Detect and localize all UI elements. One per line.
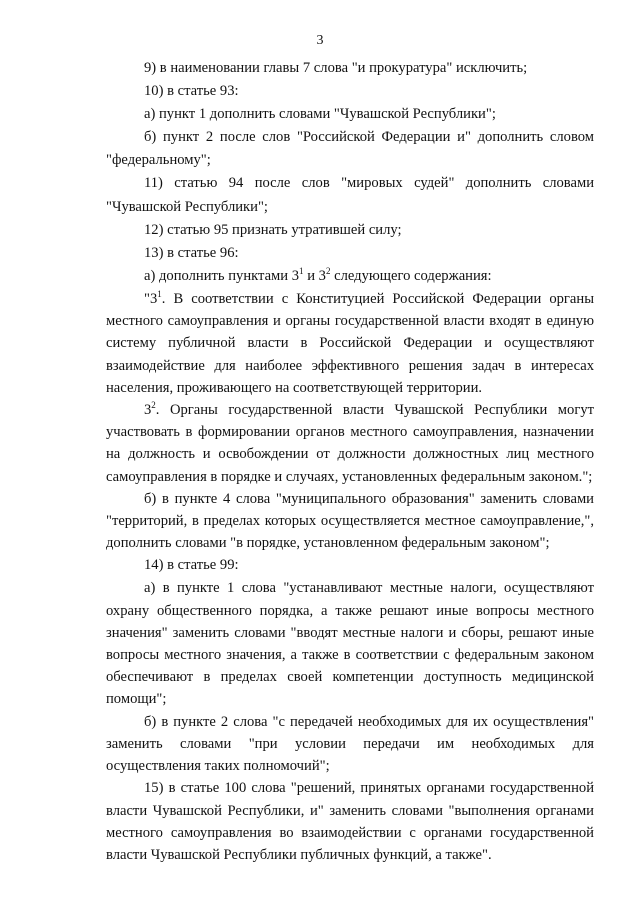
paragraph-item-14: 14) в статье 99:: [144, 557, 239, 574]
paragraph-item-9: 9) в наименовании главы 7 слова "и прокуратура" исключить;: [144, 60, 528, 76]
text-segment: следующего содержания:: [330, 267, 492, 284]
quoted-point-3-1: [106, 288, 594, 399]
paragraph-item-10b: б) пункт 2 после слов "Российской Федерации и" дополнить словом "федеральному";: [106, 129, 594, 169]
superscript: 1: [299, 265, 304, 276]
paragraph-item-13: 13) в статье 96:: [144, 244, 239, 261]
paragraph-item-13a: [106, 265, 594, 288]
superscript: 2: [151, 399, 156, 410]
superscript: 2: [325, 265, 331, 276]
text-segment: 3: [144, 401, 152, 418]
text-segment: . В соответствии с Конституцией Российской Федерации органы местного самоуправления и органы государственной власти входят в единую систему публичной власти в Российской Федерации и осуществляют взаимодействие для наиболее эффективного решения задач в интересах населения, проживающего на соответствующей территории.: [106, 290, 594, 396]
paragraph-item-10a: а) пункт 1 дополнить словами "Чувашской Республики";: [144, 106, 496, 123]
paragraph-item-13b: б) в пункте 4 слова "муниципального образования" заменить словами "территорий, в пределах которых осуществляется местное самоуправление,", дополнить словами "в порядке, установленном федеральным законом";: [106, 490, 594, 552]
text-segment: и 3: [303, 267, 326, 284]
page-number: 3: [316, 33, 324, 48]
paragraph-item-12: 12) статью 95 признать утратившей силу;: [144, 221, 402, 238]
paragraph-item-11: 11) статью 94 после слов "мировых судей" дополнить словами "Чувашской Республики";: [106, 175, 594, 215]
text-segment: "3: [144, 290, 158, 307]
superscript: 1: [157, 288, 162, 299]
paragraph-item-15: 15) в статье 100 слова "решений, принятых органами государственной власти Чувашской Республики, и" заменить словами "выполнения органами местного самоуправления во взаимодействии с органами государственной власти Чувашской Республики публичных функций, а также".: [106, 780, 594, 863]
paragraph-item-14a: а) в пункте 1 слова "устанавливают местные налоги, осуществляют охрану общественного порядка, а также решают иные вопросы местного значения" заменить словами "вводят местные налоги и сборы, решают иные вопросы местного значения, а также в соответствии с федеральным законом обеспечивают в пределах своей компетенции доступность медицинской помощи";: [106, 580, 594, 708]
paragraph-item-10: 10) в статье 93:: [144, 83, 239, 100]
text-segment: . Органы государственной власти Чувашской Республики могут участвовать в формировании органов местного самоуправления, назначении на должность и освобождении от должности должностных лиц местного самоуправления в порядке и случаях, установленных федеральным законом.";: [106, 401, 594, 485]
text-segment: а) дополнить пунктами 3: [144, 267, 300, 284]
document-body: [106, 57, 594, 866]
quoted-point-3-2: [106, 399, 594, 488]
paragraph-item-14b: б) в пункте 2 слова "с передачей необходимых для их осуществления" заменить словами "при условии передачи им необходимых для осуществления таких полномочий";: [106, 713, 594, 775]
